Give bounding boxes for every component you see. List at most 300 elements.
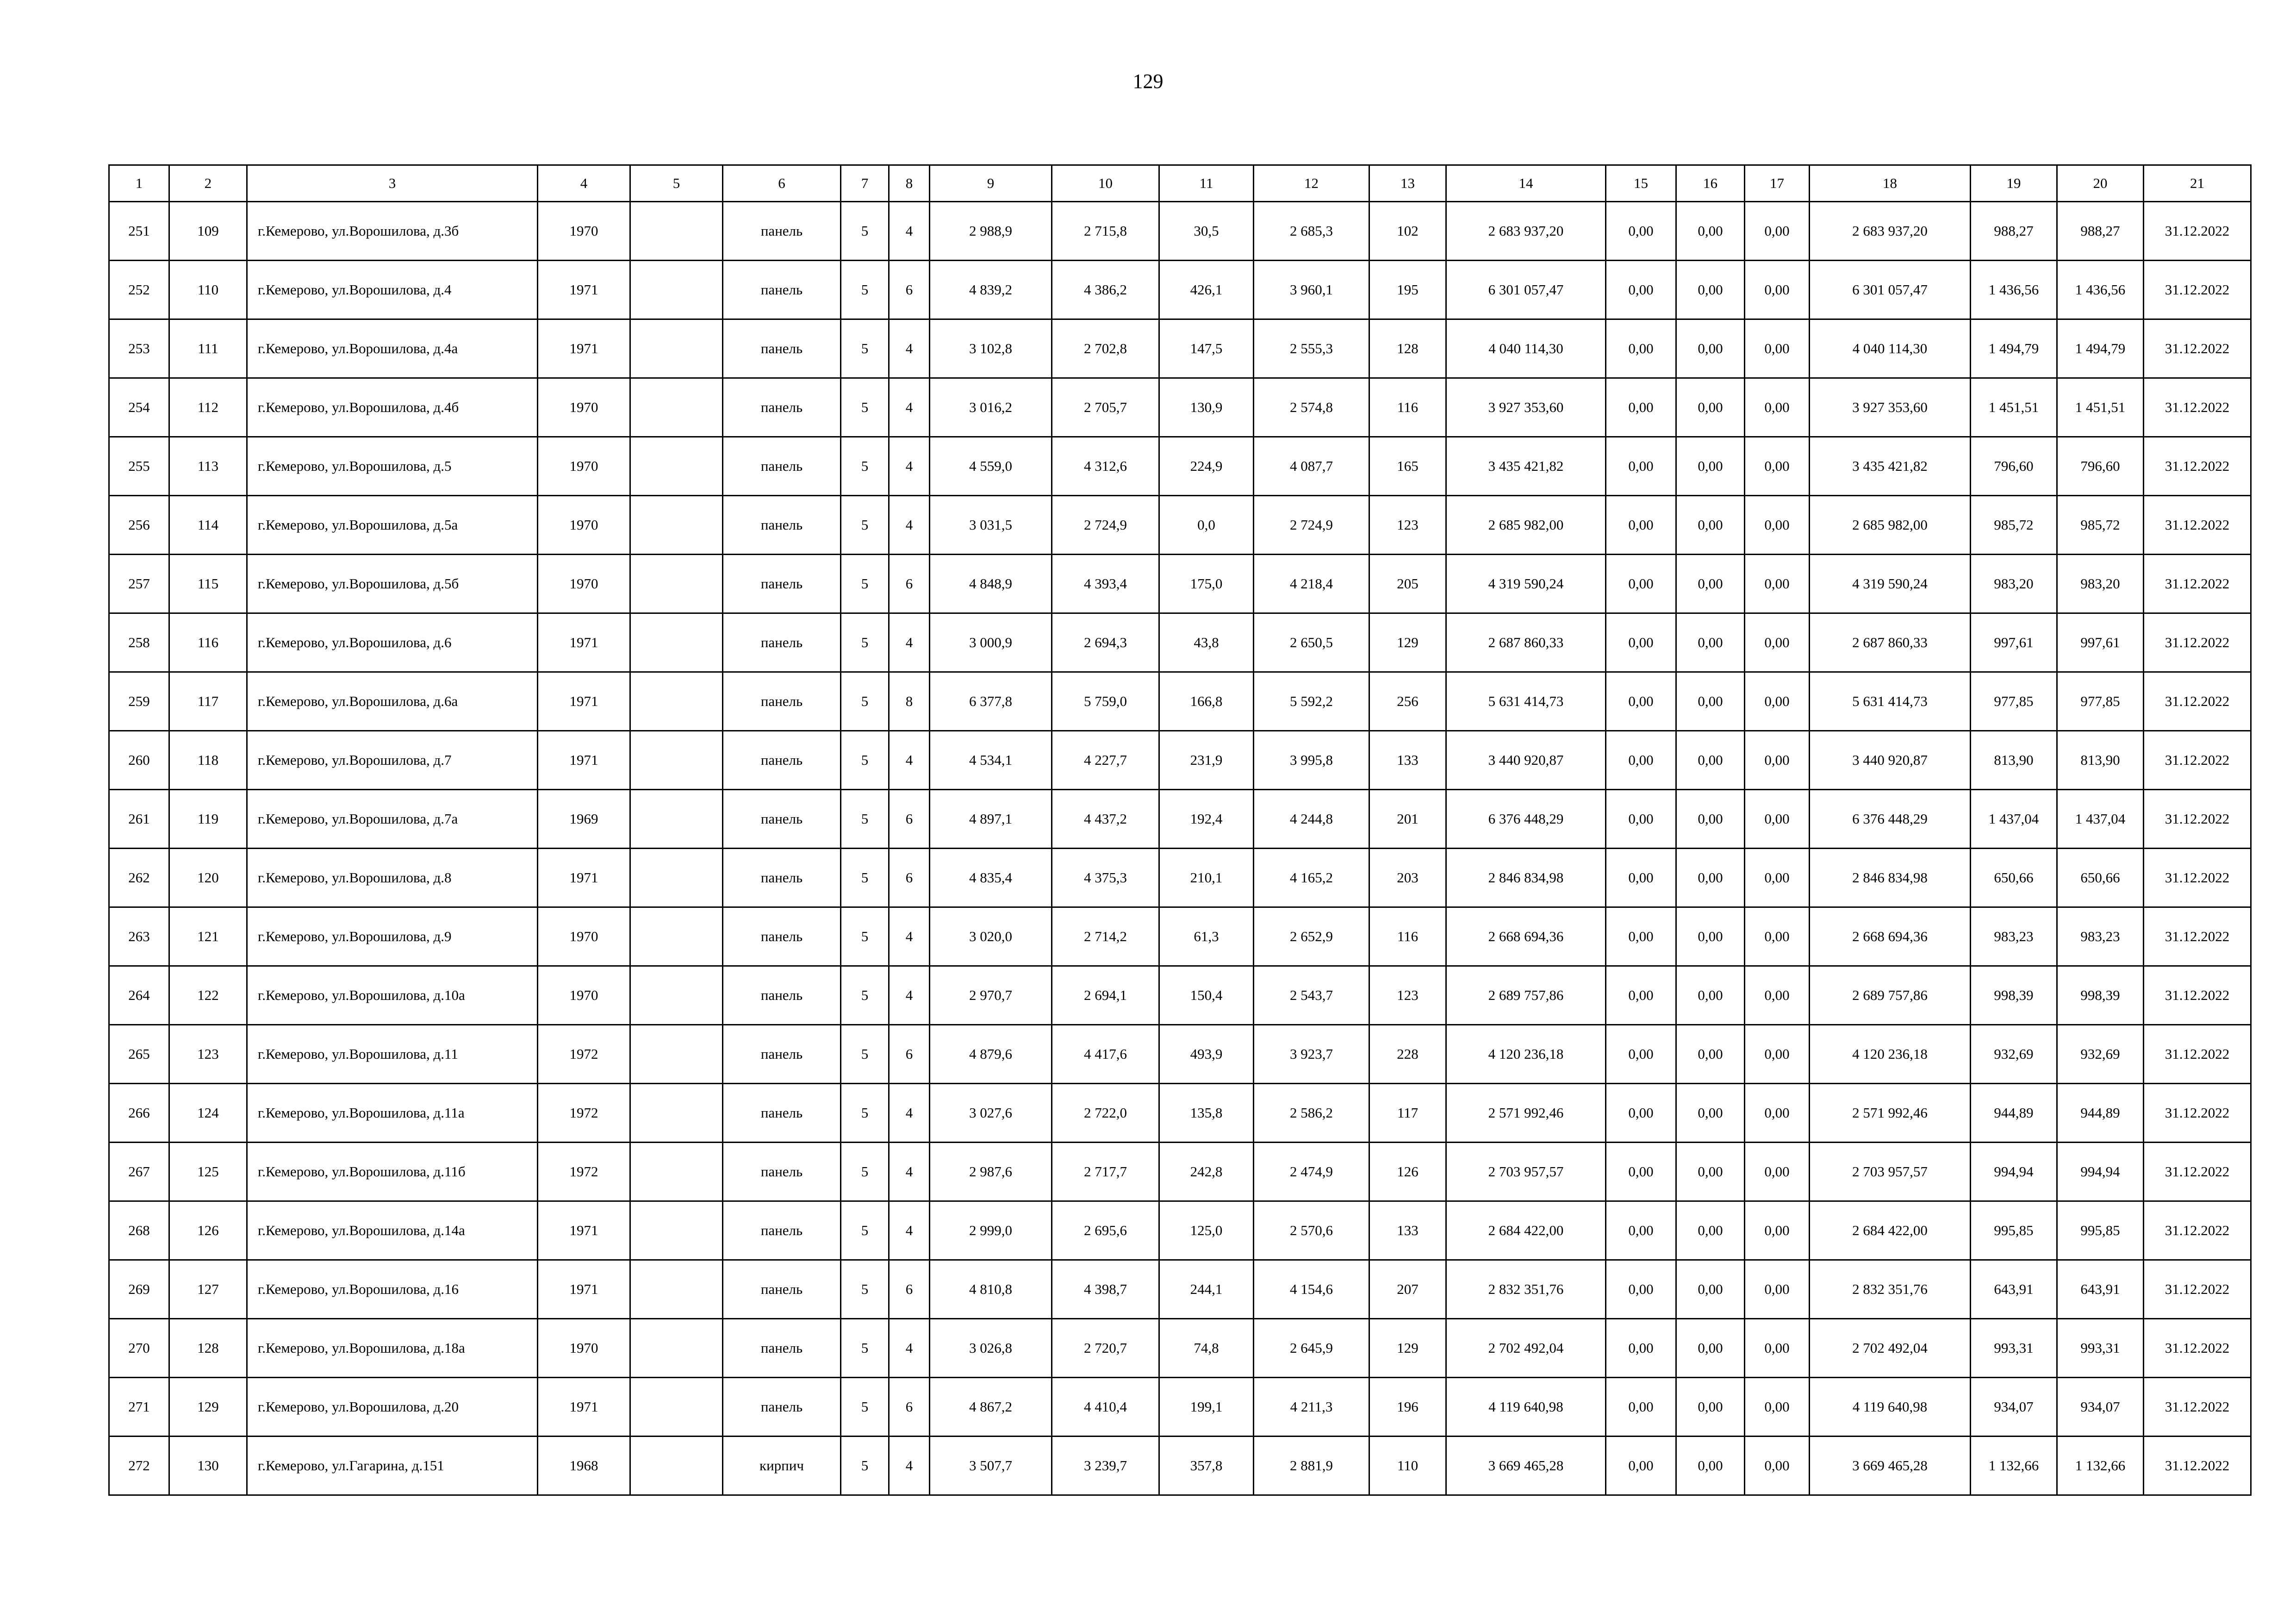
table-cell: 4 534,1	[930, 731, 1052, 790]
table-cell: 2 684 422,00	[1810, 1201, 1971, 1260]
table-cell: 251	[109, 202, 169, 261]
table-row	[109, 1084, 2251, 1143]
table-cell: 31.12.2022	[2144, 1260, 2251, 1319]
table-cell: 119	[169, 790, 247, 849]
table-cell: 650,66	[2057, 849, 2144, 907]
table-cell: 5 631 414,73	[1446, 672, 1606, 731]
table-cell: 0,00	[1676, 437, 1745, 496]
table-row	[109, 790, 2251, 849]
table-cell: 4 835,4	[930, 849, 1052, 907]
table-cell: 0,00	[1676, 555, 1745, 613]
table-cell: 0,00	[1606, 613, 1676, 672]
table-cell: 1971	[538, 261, 630, 319]
table-cell: 4 867,2	[930, 1378, 1052, 1437]
table-cell: 0,00	[1676, 1260, 1745, 1319]
table-cell: 983,20	[2057, 555, 2144, 613]
column-header: 10	[1052, 165, 1159, 202]
table-cell: 0,00	[1606, 378, 1676, 437]
table-cell: 0,00	[1676, 907, 1745, 966]
address-cell: г.Кемерово, ул.Ворошилова, д.9	[247, 907, 538, 966]
table-cell: 224,9	[1159, 437, 1254, 496]
table-cell: 3 440 920,87	[1810, 731, 1971, 790]
table-cell: 0,00	[1745, 437, 1810, 496]
table-cell: 2 652,9	[1254, 907, 1369, 966]
table-cell: 1 132,66	[1971, 1437, 2057, 1495]
table-cell: 1 494,79	[1971, 319, 2057, 378]
address-cell: г.Кемерово, ул.Ворошилова, д.4б	[247, 378, 538, 437]
table-cell: 195	[1369, 261, 1446, 319]
table-cell: 5	[841, 731, 889, 790]
table-cell: 4	[889, 1437, 930, 1495]
table-cell: 1 494,79	[2057, 319, 2144, 378]
table-cell: панель	[723, 1378, 841, 1437]
table-cell: 4 810,8	[930, 1260, 1052, 1319]
table-cell: 254	[109, 378, 169, 437]
table-cell: 253	[109, 319, 169, 378]
table-cell: 0,00	[1745, 202, 1810, 261]
table-row	[109, 1437, 2251, 1495]
column-header: 1	[109, 165, 169, 202]
address-cell: г.Кемерово, ул.Ворошилова, д.8	[247, 849, 538, 907]
table-cell: 4 120 236,18	[1810, 1025, 1971, 1084]
table-cell: 269	[109, 1260, 169, 1319]
table-cell: 128	[1369, 319, 1446, 378]
table-cell: 2 474,9	[1254, 1143, 1369, 1201]
table-cell	[630, 907, 723, 966]
table-cell: 126	[169, 1201, 247, 1260]
table-cell: 6 377,8	[930, 672, 1052, 731]
table-cell: 0,00	[1606, 731, 1676, 790]
table-cell: 944,89	[1971, 1084, 2057, 1143]
table-cell: 4 417,6	[1052, 1025, 1159, 1084]
table-cell	[630, 1437, 723, 1495]
table-cell: 5	[841, 1378, 889, 1437]
column-header: 17	[1745, 165, 1810, 202]
table-cell: 6	[889, 1378, 930, 1437]
table-cell: 257	[109, 555, 169, 613]
table-cell: 0,00	[1745, 790, 1810, 849]
table-cell: 147,5	[1159, 319, 1254, 378]
table-cell: панель	[723, 1260, 841, 1319]
table-cell: 1970	[538, 202, 630, 261]
table-cell: 993,31	[2057, 1319, 2144, 1378]
table-cell: 0,00	[1745, 731, 1810, 790]
table-cell: 126	[1369, 1143, 1446, 1201]
table-cell: 5	[841, 966, 889, 1025]
table-cell: 1970	[538, 496, 630, 555]
address-cell: г.Кемерово, ул.Ворошилова, д.5а	[247, 496, 538, 555]
column-header: 16	[1676, 165, 1745, 202]
address-cell: г.Кемерово, ул.Ворошилова, д.11б	[247, 1143, 538, 1201]
table-cell: 2 685 982,00	[1810, 496, 1971, 555]
table-cell: 357,8	[1159, 1437, 1254, 1495]
table-cell: 129	[1369, 1319, 1446, 1378]
table-cell: 1971	[538, 1201, 630, 1260]
table-cell: 252	[109, 261, 169, 319]
table-cell: 259	[109, 672, 169, 731]
address-cell: г.Кемерово, ул.Ворошилова, д.4	[247, 261, 538, 319]
table-cell: 118	[169, 731, 247, 790]
table-cell: 2 571 992,46	[1446, 1084, 1606, 1143]
table-cell: 0,00	[1606, 555, 1676, 613]
table-cell: 74,8	[1159, 1319, 1254, 1378]
table-cell: 0,00	[1745, 1437, 1810, 1495]
table-cell: 650,66	[1971, 849, 2057, 907]
table-cell: 31.12.2022	[2144, 1084, 2251, 1143]
table-cell: 0,00	[1745, 1378, 1810, 1437]
column-header: 15	[1606, 165, 1676, 202]
table-cell: 5	[841, 790, 889, 849]
table-cell: 3 102,8	[930, 319, 1052, 378]
table-cell: 4	[889, 1143, 930, 1201]
table-cell: 997,61	[2057, 613, 2144, 672]
table-cell: 271	[109, 1378, 169, 1437]
table-cell: 267	[109, 1143, 169, 1201]
table-cell: панель	[723, 1084, 841, 1143]
table-cell: 643,91	[2057, 1260, 2144, 1319]
table-cell	[630, 731, 723, 790]
table-cell	[630, 261, 723, 319]
table-cell: 934,07	[1971, 1378, 2057, 1437]
table-cell: 199,1	[1159, 1378, 1254, 1437]
table-cell: 2 687 860,33	[1810, 613, 1971, 672]
address-cell: г.Кемерово, ул.Ворошилова, д.5б	[247, 555, 538, 613]
table-cell: 995,85	[2057, 1201, 2144, 1260]
address-cell: г.Кемерово, ул.Ворошилова, д.5	[247, 437, 538, 496]
table-cell: 0,00	[1745, 1025, 1810, 1084]
table-cell: 102	[1369, 202, 1446, 261]
address-cell: г.Кемерово, ул.Ворошилова, д.7а	[247, 790, 538, 849]
table-cell: 129	[1369, 613, 1446, 672]
table-cell: 2 689 757,86	[1810, 966, 1971, 1025]
table-row	[109, 731, 2251, 790]
table-cell: 4 848,9	[930, 555, 1052, 613]
table-cell: 4	[889, 966, 930, 1025]
address-cell: г.Кемерово, ул.Ворошилова, д.10а	[247, 966, 538, 1025]
address-cell: г.Кемерово, ул.Ворошилова, д.7	[247, 731, 538, 790]
table-cell: 1972	[538, 1143, 630, 1201]
table-cell	[630, 437, 723, 496]
table-cell: 0,00	[1606, 849, 1676, 907]
table-cell: 2 724,9	[1254, 496, 1369, 555]
table-cell: панель	[723, 496, 841, 555]
table-cell: 3 927 353,60	[1446, 378, 1606, 437]
table-row	[109, 202, 2251, 261]
table-cell: 31.12.2022	[2144, 1378, 2251, 1437]
table-cell: 31.12.2022	[2144, 202, 2251, 261]
table-cell: 0,00	[1606, 1437, 1676, 1495]
table-cell: 31.12.2022	[2144, 1025, 2251, 1084]
table-cell: 0,00	[1676, 790, 1745, 849]
table-cell: 0,00	[1745, 555, 1810, 613]
address-cell: г.Кемерово, ул.Ворошилова, д.6а	[247, 672, 538, 731]
table-cell: 3 016,2	[930, 378, 1052, 437]
table-cell: 0,00	[1676, 613, 1745, 672]
table-cell: 1971	[538, 613, 630, 672]
table-cell: 0,00	[1606, 1025, 1676, 1084]
table-cell: 5 592,2	[1254, 672, 1369, 731]
table-cell: 4	[889, 1201, 930, 1260]
table-cell	[630, 1260, 723, 1319]
table-cell: 4 312,6	[1052, 437, 1159, 496]
table-cell: 4	[889, 1084, 930, 1143]
table-cell: 0,00	[1676, 672, 1745, 731]
table-row	[109, 849, 2251, 907]
table-cell: 4	[889, 731, 930, 790]
table-cell: 4 375,3	[1052, 849, 1159, 907]
table-cell: 6	[889, 555, 930, 613]
table-cell: 0,00	[1606, 907, 1676, 966]
table-row	[109, 1378, 2251, 1437]
table-cell: 31.12.2022	[2144, 731, 2251, 790]
table-cell: 5	[841, 907, 889, 966]
table-cell: 123	[1369, 966, 1446, 1025]
table-cell: 1968	[538, 1437, 630, 1495]
table-cell: панель	[723, 1025, 841, 1084]
table-cell: 2 586,2	[1254, 1084, 1369, 1143]
table-row	[109, 555, 2251, 613]
table-cell: 1 436,56	[2057, 261, 2144, 319]
table-cell: 4	[889, 202, 930, 261]
table-cell: 5	[841, 496, 889, 555]
table-cell: 3 669 465,28	[1810, 1437, 1971, 1495]
table-cell: 2 717,7	[1052, 1143, 1159, 1201]
table-cell: 5	[841, 1319, 889, 1378]
table-cell: 0,00	[1606, 1143, 1676, 1201]
address-cell: г.Кемерово, ул.Ворошилова, д.3б	[247, 202, 538, 261]
table-cell: 3 440 920,87	[1446, 731, 1606, 790]
table-cell: 2 694,1	[1052, 966, 1159, 1025]
table-cell: 135,8	[1159, 1084, 1254, 1143]
table-cell: 8	[889, 672, 930, 731]
table-cell: 1 436,56	[1971, 261, 2057, 319]
table-cell: 983,20	[1971, 555, 2057, 613]
table-cell: 2 988,9	[930, 202, 1052, 261]
table-cell: 125	[169, 1143, 247, 1201]
table-cell: 6	[889, 790, 930, 849]
table-cell: 0,00	[1606, 496, 1676, 555]
table-cell: 2 687 860,33	[1446, 613, 1606, 672]
table-cell: 2 702 492,04	[1446, 1319, 1606, 1378]
table-cell: 5 631 414,73	[1810, 672, 1971, 731]
table-cell: 997,61	[1971, 613, 2057, 672]
table-cell: 1970	[538, 437, 630, 496]
table-cell: 0,00	[1606, 1201, 1676, 1260]
column-header: 13	[1369, 165, 1446, 202]
table-cell: 6	[889, 1025, 930, 1084]
table-cell: 4 218,4	[1254, 555, 1369, 613]
table-cell: 117	[169, 672, 247, 731]
address-cell: г.Кемерово, ул.Ворошилова, д.16	[247, 1260, 538, 1319]
table-cell: 4 386,2	[1052, 261, 1159, 319]
table-cell: 0,00	[1606, 1084, 1676, 1143]
table-cell: 1970	[538, 1319, 630, 1378]
table-cell: 985,72	[2057, 496, 2144, 555]
table-cell: 260	[109, 731, 169, 790]
table-cell	[630, 319, 723, 378]
table-cell: 0,00	[1676, 202, 1745, 261]
table-cell: панель	[723, 319, 841, 378]
table-cell: 2 714,2	[1052, 907, 1159, 966]
table-row	[109, 1025, 2251, 1084]
table-row	[109, 672, 2251, 731]
table-cell: 1972	[538, 1084, 630, 1143]
table-cell: 166,8	[1159, 672, 1254, 731]
table-cell: 133	[1369, 731, 1446, 790]
table-cell	[630, 672, 723, 731]
column-header: 2	[169, 165, 247, 202]
address-cell: г.Кемерово, ул.Ворошилова, д.11а	[247, 1084, 538, 1143]
table-cell: 3 239,7	[1052, 1437, 1159, 1495]
table-cell: 3 000,9	[930, 613, 1052, 672]
table-cell: 4 559,0	[930, 437, 1052, 496]
table-row	[109, 261, 2251, 319]
table-cell: 977,85	[1971, 672, 2057, 731]
table-cell: 2 685,3	[1254, 202, 1369, 261]
table-cell: 262	[109, 849, 169, 907]
column-header: 5	[630, 165, 723, 202]
table-cell: 0,00	[1606, 261, 1676, 319]
table-cell: 2 555,3	[1254, 319, 1369, 378]
table-cell: 175,0	[1159, 555, 1254, 613]
table-cell: 0,00	[1676, 1437, 1745, 1495]
table-cell: 0,00	[1676, 1378, 1745, 1437]
table-cell: 2 689 757,86	[1446, 966, 1606, 1025]
column-header: 21	[2144, 165, 2251, 202]
table-cell: 983,23	[2057, 907, 2144, 966]
table-cell: 0,00	[1606, 1319, 1676, 1378]
table-cell: 426,1	[1159, 261, 1254, 319]
table-cell: панель	[723, 731, 841, 790]
table-cell: 31.12.2022	[2144, 966, 2251, 1025]
table-cell: 2 683 937,20	[1810, 202, 1971, 261]
table-cell: 2 668 694,36	[1446, 907, 1606, 966]
table-cell: 0,0	[1159, 496, 1254, 555]
table-cell: 0,00	[1676, 1084, 1745, 1143]
table-cell: 493,9	[1159, 1025, 1254, 1084]
table-cell: 31.12.2022	[2144, 849, 2251, 907]
table-cell	[630, 1201, 723, 1260]
table-cell: 4 879,6	[930, 1025, 1052, 1084]
table-row	[109, 496, 2251, 555]
table-cell: 31.12.2022	[2144, 555, 2251, 613]
table-cell: 5	[841, 1143, 889, 1201]
table-cell: 0,00	[1606, 319, 1676, 378]
table-cell: 30,5	[1159, 202, 1254, 261]
table-cell: 61,3	[1159, 907, 1254, 966]
table-cell: 796,60	[1971, 437, 2057, 496]
table-cell: 2 724,9	[1052, 496, 1159, 555]
table-cell: 265	[109, 1025, 169, 1084]
table-cell: 2 668 694,36	[1810, 907, 1971, 966]
address-cell: г.Кемерово, ул.Ворошилова, д.6	[247, 613, 538, 672]
table-cell	[630, 496, 723, 555]
table-cell: 1971	[538, 1260, 630, 1319]
table-cell: 0,00	[1676, 261, 1745, 319]
table-row	[109, 1319, 2251, 1378]
address-cell: г.Кемерово, ул.Гагарина, д.151	[247, 1437, 538, 1495]
table-cell: 5	[841, 1260, 889, 1319]
table-cell: 3 031,5	[930, 496, 1052, 555]
table-cell	[630, 613, 723, 672]
table-cell: 0,00	[1676, 378, 1745, 437]
table-cell: 994,94	[1971, 1143, 2057, 1201]
table-cell: 0,00	[1606, 202, 1676, 261]
table-cell: 6 376 448,29	[1446, 790, 1606, 849]
table-cell: 31.12.2022	[2144, 907, 2251, 966]
table-row	[109, 613, 2251, 672]
table-cell: 0,00	[1606, 1378, 1676, 1437]
table-cell: 205	[1369, 555, 1446, 613]
table-cell: 5	[841, 437, 889, 496]
table-cell: 0,00	[1745, 613, 1810, 672]
table-cell: панель	[723, 672, 841, 731]
table-cell: 3 923,7	[1254, 1025, 1369, 1084]
table-cell: 0,00	[1745, 1084, 1810, 1143]
table-cell	[630, 1084, 723, 1143]
table-row	[109, 1143, 2251, 1201]
table-cell: 133	[1369, 1201, 1446, 1260]
table-cell: 2 694,3	[1052, 613, 1159, 672]
table-cell: 6 301 057,47	[1446, 261, 1606, 319]
table-cell: 2 650,5	[1254, 613, 1369, 672]
table-cell: панель	[723, 437, 841, 496]
table-cell: 2 881,9	[1254, 1437, 1369, 1495]
table-cell: 3 669 465,28	[1446, 1437, 1606, 1495]
table-cell	[630, 555, 723, 613]
table-cell: 0,00	[1745, 378, 1810, 437]
table-cell: 1970	[538, 555, 630, 613]
table-cell	[630, 790, 723, 849]
table-cell: 111	[169, 319, 247, 378]
table-cell: 4 120 236,18	[1446, 1025, 1606, 1084]
table-cell: 5	[841, 378, 889, 437]
table-cell: 272	[109, 1437, 169, 1495]
table-cell: 4 437,2	[1052, 790, 1159, 849]
table-cell: 4 154,6	[1254, 1260, 1369, 1319]
table-cell: 123	[169, 1025, 247, 1084]
table-cell: 4 410,4	[1052, 1378, 1159, 1437]
table-cell: 31.12.2022	[2144, 1201, 2251, 1260]
table-cell: 109	[169, 202, 247, 261]
table-cell: 256	[1369, 672, 1446, 731]
table-cell: 116	[1369, 907, 1446, 966]
column-header: 12	[1254, 165, 1369, 202]
column-header: 4	[538, 165, 630, 202]
table-cell: 1 451,51	[1971, 378, 2057, 437]
table-cell: 5	[841, 555, 889, 613]
table-cell: 998,39	[1971, 966, 2057, 1025]
table-cell: 2 543,7	[1254, 966, 1369, 1025]
table-cell: 5	[841, 1025, 889, 1084]
table-cell: панель	[723, 555, 841, 613]
table-cell: 43,8	[1159, 613, 1254, 672]
table-row	[109, 319, 2251, 378]
table-cell: панель	[723, 966, 841, 1025]
table-cell: 31.12.2022	[2144, 261, 2251, 319]
table-cell: 31.12.2022	[2144, 1319, 2251, 1378]
table-cell: 231,9	[1159, 731, 1254, 790]
table-cell: 3 995,8	[1254, 731, 1369, 790]
table-cell: 110	[169, 261, 247, 319]
table-cell	[630, 966, 723, 1025]
table-cell: 0,00	[1745, 849, 1810, 907]
table-row	[109, 1260, 2251, 1319]
table-cell: 2 720,7	[1052, 1319, 1159, 1378]
table-cell: 643,91	[1971, 1260, 2057, 1319]
table-cell: 0,00	[1745, 261, 1810, 319]
table-cell: 264	[109, 966, 169, 1025]
